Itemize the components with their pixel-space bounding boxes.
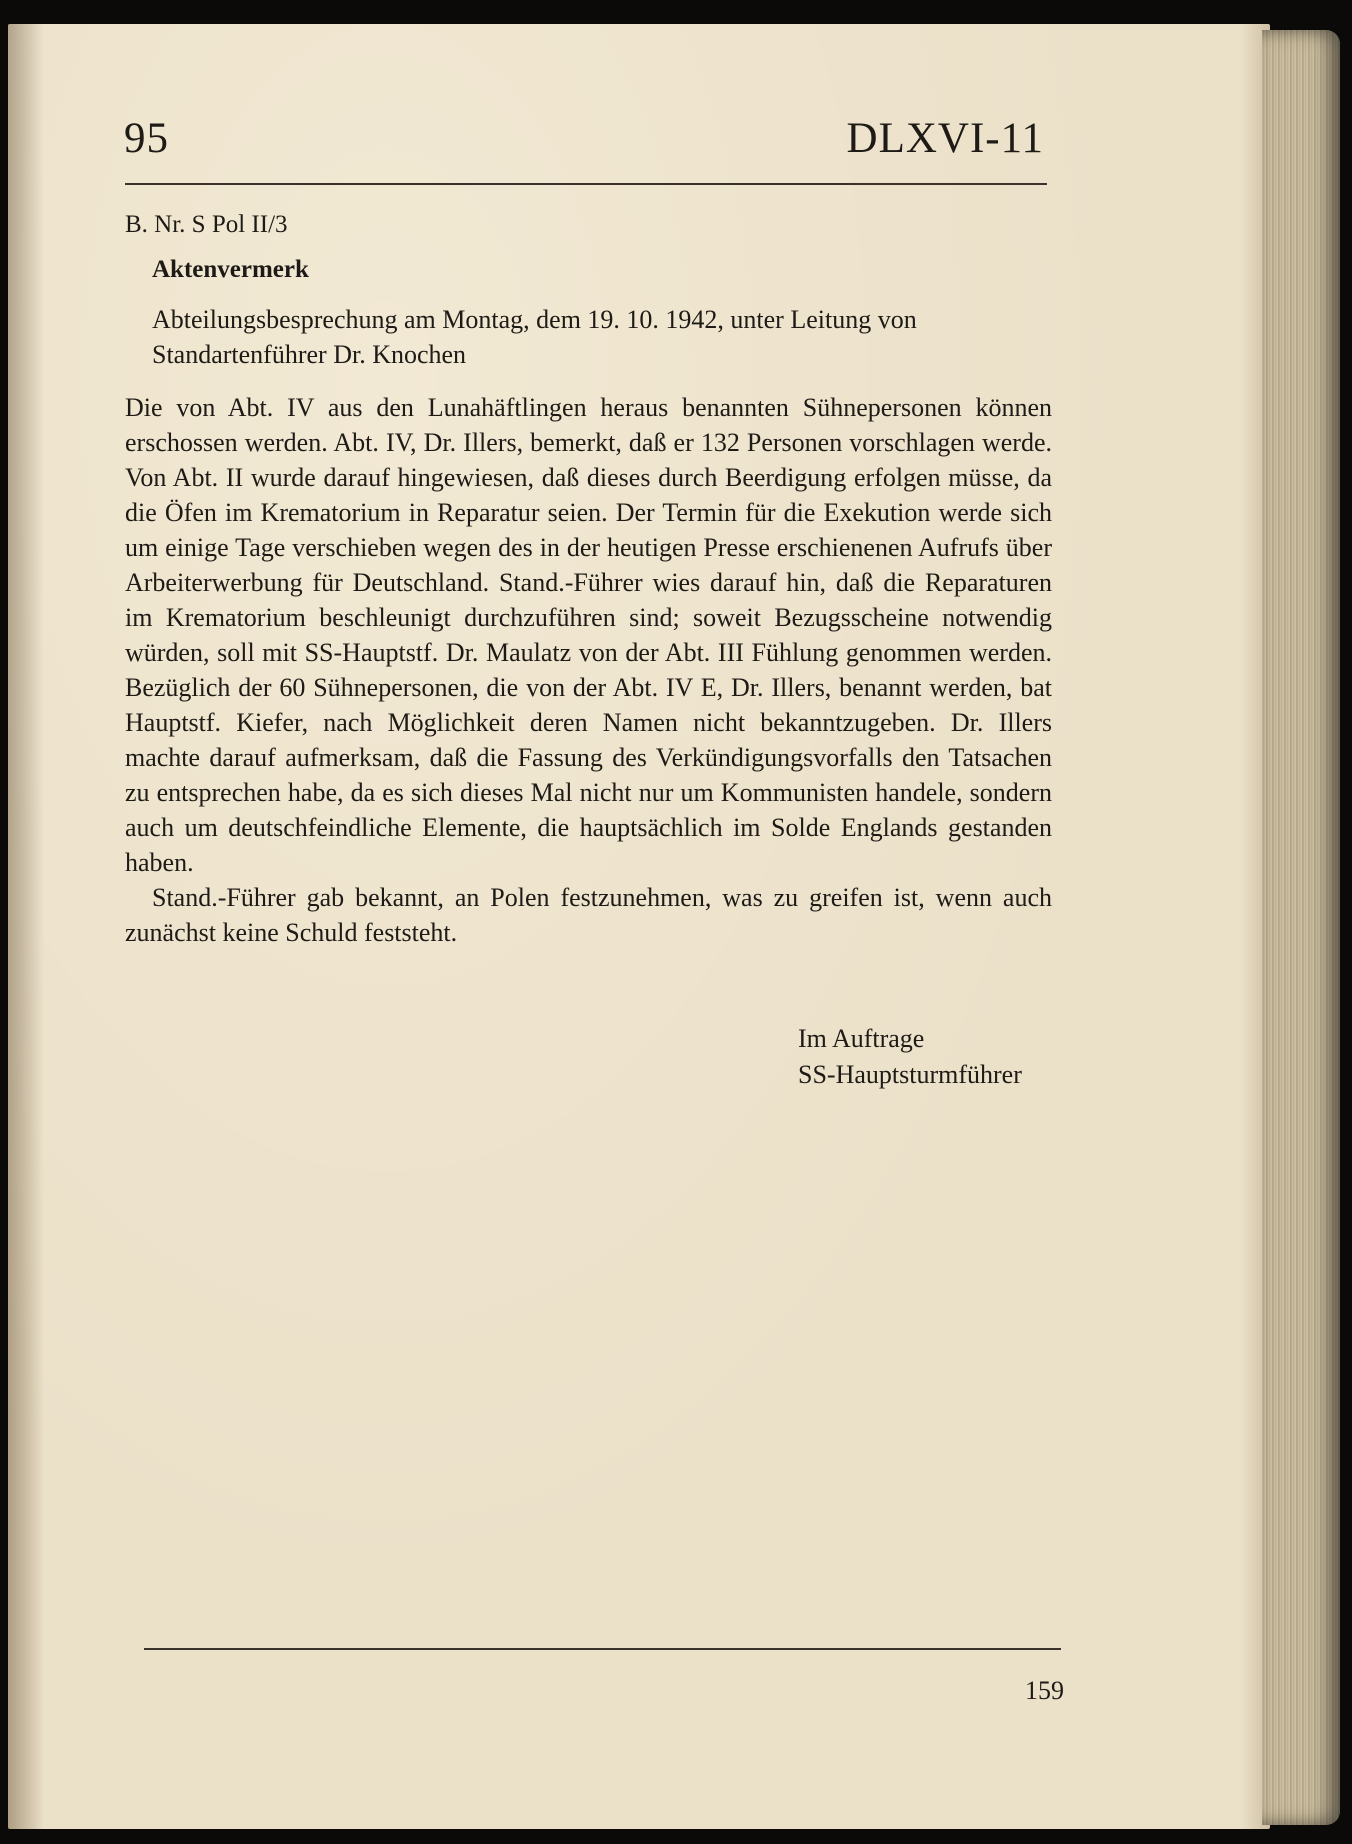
meeting-subject: Abteilungsbesprechung am Montag, dem 19. 10. 1942, unter Leitung von Standartenführer Dr. Knochen [152,305,917,369]
document-heading: Aktenvermerk [152,256,309,283]
reference-number: B. Nr. S Pol II/3 [125,211,288,238]
signature-label: Im Auftrage [798,1024,925,1053]
footer-rule [144,1648,1061,1650]
header-document-code: DLXVI-11 [846,115,1044,162]
header-page-number: 95 [124,115,169,162]
page-edges [1262,30,1340,1825]
signature-rank: SS-Hauptsturmführer [798,1060,1022,1089]
footer-page-number: 159 [1025,1676,1064,1705]
memo-body [125,390,1052,950]
body-paragraph-1: Die von Abt. IV aus den Lunahäftlingen heraus benannten Sühnepersonen können erschossen werden. Abt. IV, Dr. Illers, bemerkt, daß er 132 Personen vorschlagen werde. Von Abt. II wurde darauf hingewiesen, daß dieses durch Beerdigung erfolgen müsse, da die Öfen im Krematorium in Reparatur seien. Der Termin für die Exekution werde sich um einige Tage verschieben wegen des in der heutigen Presse erschienenen Aufrufs über Arbeiterwerbung für Deutschland. Stand.-Führer wies darauf hin, daß die Reparaturen im Krematorium beschleunigt durchzuführen sind; soweit Bezugsscheine notwendig würden, soll mit SS-Hauptstf. Dr. Maulatz von der Abt. III Fühlung genommen werden. Bezüglich der 60 Sühnepersonen, die von der Abt. IV E, Dr. Illers, benannt werden, bat Hauptstf. Kiefer, nach Möglichkeit deren Namen nicht bekanntzugeben. Dr. Illers machte darauf aufmerksam, daß die Fassung des Verkündigungsvorfalls den Tatsachen zu entsprechen habe, da es sich dieses Mal nicht nur um Kommunisten handele, sondern auch um deutschfeindliche Elemente, die hauptsächlich im Solde Englands gestanden haben. [125,393,1052,877]
spine-shadow [8,24,44,1829]
body-paragraph-2: Stand.-Führer gab bekannt, an Polen festzunehmen, was zu greifen ist, wenn auch zunächst keine Schuld feststeht. [125,883,1052,947]
header-rule [125,183,1047,185]
